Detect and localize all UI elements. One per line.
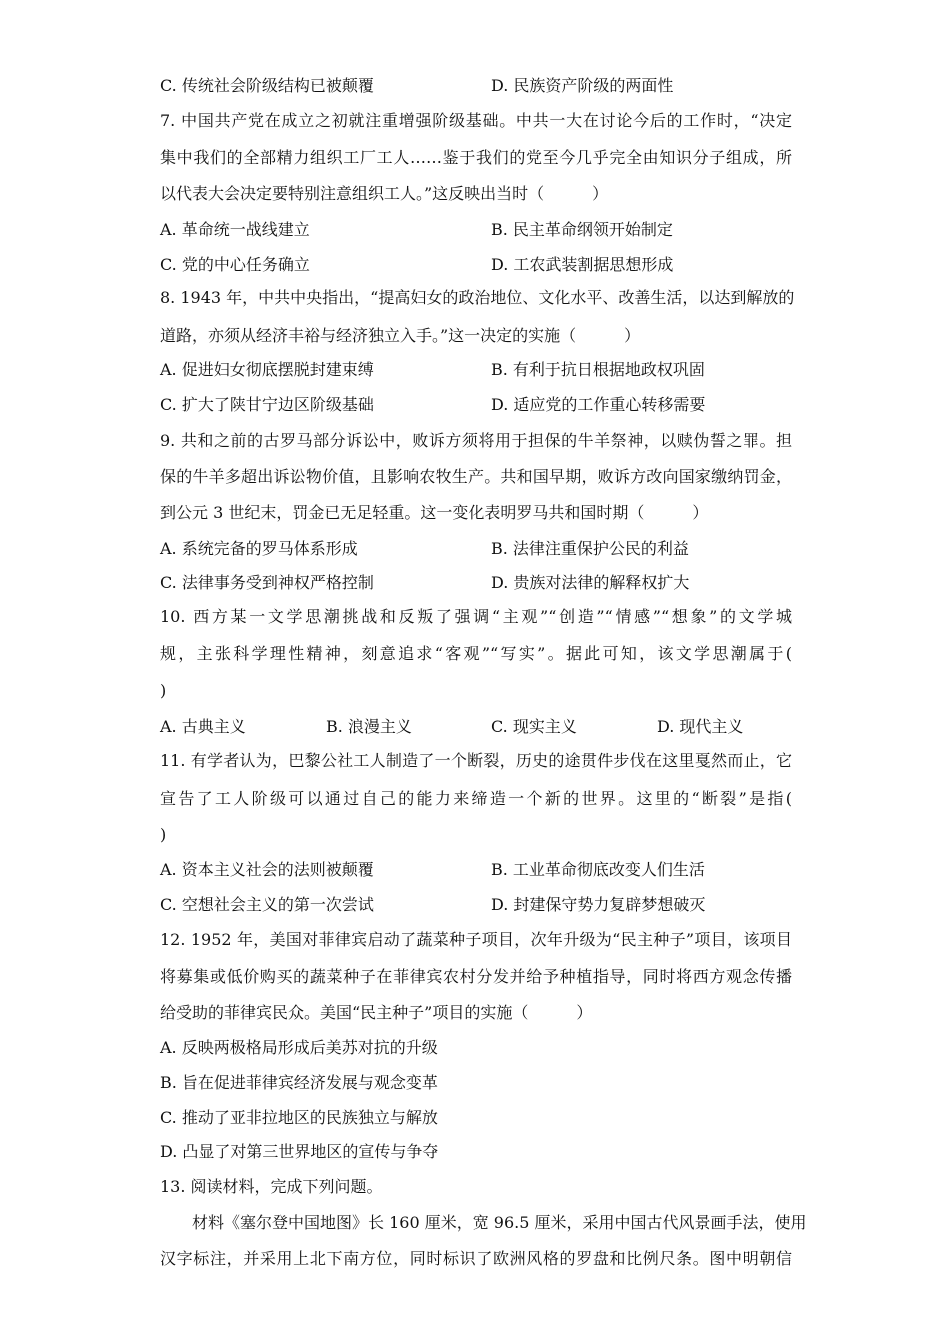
q11-options-ab	[160, 860, 792, 880]
q6-options-cd	[160, 76, 792, 96]
q11-stem-line3: )	[160, 825, 167, 844]
q12-stem-line2: 将募集或低价购买的蔬菜种子在菲律宾农村分发并给予种植指导，同时将西方观念传播	[160, 967, 792, 986]
q10-option-d: D. 现代主义	[657, 717, 744, 736]
q13-stem: 13. 阅读材料，完成下列问题。	[160, 1177, 383, 1196]
q10-stem-line3: )	[160, 681, 167, 700]
q9-option-a: A. 系统完备的罗马体系形成	[160, 539, 358, 558]
q11-stem-line2: 宣告了工人阶级可以通过自己的能力来缔造一个新的世界。这里的“断裂”是指(	[160, 789, 792, 808]
q10-stem-line1: 10. 西方某一文学思潮挑战和反叛了强调“主观”“创造”“情感”“想象”的文学城	[160, 607, 792, 626]
q11-option-d: D. 封建保守势力复辟梦想破灭	[491, 895, 706, 914]
q8-stem-line1: 8. 1943 年，中共中央指出，“提高妇女的政治地位、文化水平、改善生活，以达到解放的	[160, 288, 795, 307]
q8-stem-line2: 道路，亦须从经济丰裕与经济独立入手。”这一决定的实施（ ）	[160, 326, 641, 345]
q7-option-c: C. 党的中心任务确立	[160, 255, 310, 274]
q9-options-ab	[160, 539, 792, 559]
q9-option-d: D. 贵族对法律的解释权扩大	[491, 573, 690, 592]
q11-stem-line1: 11. 有学者认为，巴黎公社工人制造了一个断裂，历史的途贯件步伐在这里戛然而止，它	[160, 751, 792, 770]
q9-options-cd	[160, 573, 792, 593]
q7-option-d: D. 工农武装割据思想形成	[491, 255, 674, 274]
q7-stem-line2: 集中我们的全部精力组织工厂工人……鉴于我们的党至今几乎完全由知识分子组成，所	[160, 148, 792, 167]
q13-material-line2: 汉字标注，并采用上北下南方位，同时标识了欧洲风格的罗盘和比例尺条。图中明朝信	[160, 1249, 792, 1268]
q13-material-line1: 材料《塞尔登中国地图》长 160 厘米，宽 96.5 厘米，采用中国古代风景画手法，使用	[192, 1213, 807, 1232]
q7-stem-line1: 7. 中国共产党在成立之初就注重增强阶级基础。中共一大在讨论今后的工作时，“决定	[160, 111, 792, 130]
q12-option-d: D. 凸显了对第三世界地区的宣传与争夺	[160, 1142, 439, 1161]
q10-stem-line2: 规，主张科学理性精神，刻意追求“客观”“写实”。据此可知，该文学思潮属于(	[160, 644, 792, 663]
q9-option-b: B. 法律注重保护公民的利益	[491, 539, 689, 558]
q9-stem-line2: 保的牛羊多超出诉讼物价值，且影响农牧生产。共和国早期，败诉方改向国家缴纳罚金，	[160, 467, 792, 486]
q11-options-cd	[160, 895, 792, 915]
q11-option-c: C. 空想社会主义的第一次尝试	[160, 895, 374, 914]
q8-options-ab	[160, 360, 792, 380]
q6-option-c: C. 传统社会阶级结构已被颠覆	[160, 76, 374, 95]
q8-option-b: B. 有利于抗日根据地政权巩固	[491, 360, 705, 379]
q8-option-c: C. 扩大了陕甘宁边区阶级基础	[160, 395, 374, 414]
q7-option-a: A. 革命统一战线建立	[160, 220, 310, 239]
q12-option-a: A. 反映两极格局形成后美苏对抗的升级	[160, 1038, 438, 1057]
q10-option-b: B. 浪漫主义	[326, 717, 412, 736]
q12-stem-line3: 给受助的菲律宾民众。美国“民主种子”项目的实施（ ）	[160, 1003, 593, 1022]
q7-stem-line3: 以代表大会决定要特别注意组织工人。”这反映出当时（ ）	[160, 184, 609, 203]
q8-option-d: D. 适应党的工作重心转移需要	[491, 395, 706, 414]
q6-option-d: D. 民族资产阶级的两面性	[491, 76, 674, 95]
q10-option-c: C. 现实主义	[491, 717, 577, 736]
q10-option-a: A. 古典主义	[160, 717, 246, 736]
q7-options-cd	[160, 255, 792, 275]
q7-option-b: B. 民主革命纲领开始制定	[491, 220, 673, 239]
q12-stem-line1: 12. 1952 年，美国对菲律宾启动了蔬菜种子项目，次年升级为“民主种子”项目，该项目	[160, 930, 792, 949]
q8-options-cd	[160, 395, 792, 415]
q9-stem-line3: 到公元 3 世纪末，罚金已无足轻重。这一变化表明罗马共和国时期（ ）	[160, 503, 709, 522]
q9-stem-line1: 9. 共和之前的古罗马部分诉讼中，败诉方须将用于担保的牛羊祭神，以赎伪誓之罪。担	[160, 431, 792, 450]
q9-option-c: C. 法律事务受到神权严格控制	[160, 573, 374, 592]
q10-options	[160, 717, 792, 737]
q8-option-a: A. 促进妇女彻底摆脱封建束缚	[160, 360, 374, 379]
q12-option-b: B. 旨在促进菲律宾经济发展与观念变革	[160, 1073, 438, 1092]
q11-option-b: B. 工业革命彻底改变人们生活	[491, 860, 705, 879]
q11-option-a: A. 资本主义社会的法则被颠覆	[160, 860, 374, 879]
q7-options-ab	[160, 220, 792, 240]
q12-option-c: C. 推动了亚非拉地区的民族独立与解放	[160, 1108, 438, 1127]
